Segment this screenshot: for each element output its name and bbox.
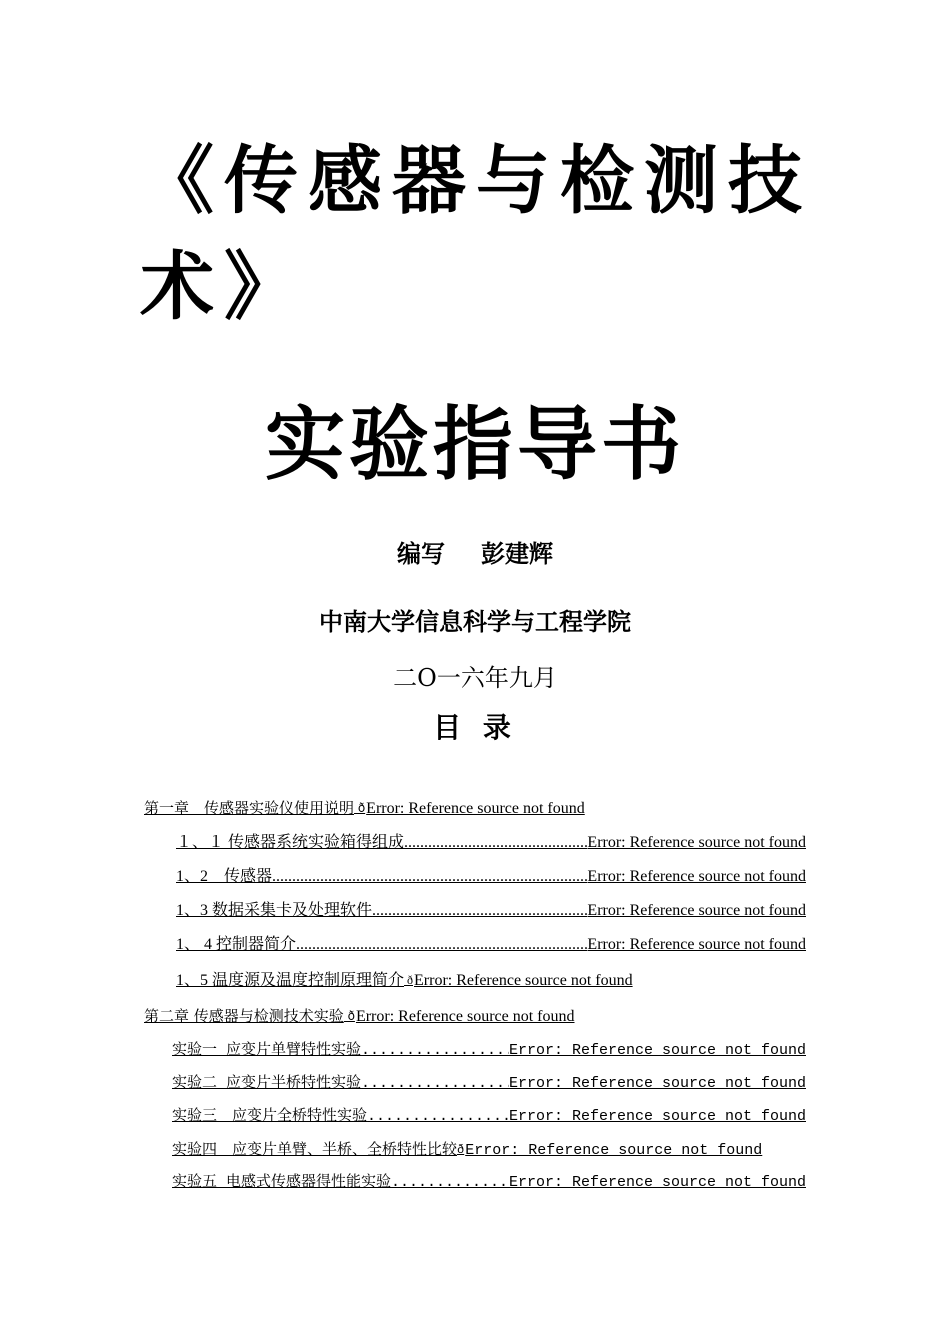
toc-entry-ref: Error: Reference source not found xyxy=(366,800,585,817)
toc-entry[interactable] xyxy=(176,830,806,856)
toc-ref-symbol: ð xyxy=(404,973,414,987)
toc-leader xyxy=(272,864,587,890)
toc-entry-ref: Error: Reference source not found xyxy=(587,936,806,953)
toc-entry-label: 第二章 传感器与检测技术实验 xyxy=(144,1007,344,1025)
author-label: 编写 xyxy=(397,540,445,568)
toc-entry[interactable] xyxy=(172,1104,806,1130)
toc-entry[interactable] xyxy=(144,1003,844,1029)
toc-leader xyxy=(404,830,587,856)
toc-entry[interactable] xyxy=(176,864,806,890)
toc-entry[interactable] xyxy=(144,795,844,821)
toc-entry[interactable] xyxy=(172,1137,822,1163)
toc-ref-symbol: ð xyxy=(457,1143,465,1157)
toc-entry-ref: Error: Reference source not found xyxy=(587,902,806,919)
toc-entry-label: 实验一 应变片单臂特性实验 xyxy=(172,1042,362,1059)
toc-entry-label: 1、3 数据采集卡及处理软件 xyxy=(176,902,373,919)
toc-entry-ref: Error: Reference source not found xyxy=(508,1174,806,1191)
toc-entry-label: 1、2 传感器 xyxy=(176,868,273,885)
toc-entry[interactable] xyxy=(176,967,816,993)
toc-entry-label: 实验三 应变片全桥特性实验 xyxy=(172,1108,368,1125)
toc-entry[interactable] xyxy=(176,932,806,958)
toc-leader xyxy=(361,1038,509,1064)
toc-leader xyxy=(296,932,587,958)
toc-entry-ref: Error: Reference source not found xyxy=(508,1075,806,1092)
publication-date: 二O一六年九月 xyxy=(393,664,557,692)
author-name: 彭建辉 xyxy=(481,540,553,568)
toc-entry[interactable] xyxy=(176,898,806,924)
institute: 中南大学信息科学与工程学院 xyxy=(319,608,631,636)
document-subtitle: 实验指导书 xyxy=(265,398,685,491)
document-title: 《传感器与检测技术》 xyxy=(140,138,812,330)
toc-entry-label: 1、5 温度源及温度控制原理简介 xyxy=(176,972,405,989)
toc-entry[interactable] xyxy=(172,1170,806,1196)
toc-leader xyxy=(391,1170,509,1196)
toc-entry-ref: Error: Reference source not found xyxy=(587,868,806,885)
toc-entry-ref: Error: Reference source not found xyxy=(587,834,806,851)
toc-entry-ref: Error: Reference source not found xyxy=(414,972,633,989)
toc-entry-label: 实验四 应变片单臂、半桥、全桥特性比较 xyxy=(172,1142,458,1159)
toc-leader xyxy=(372,898,587,924)
toc-entry-ref: Error: Reference source not found xyxy=(465,1142,763,1159)
toc-entry-ref: Error: Reference source not found xyxy=(508,1042,806,1059)
toc-entry-ref: Error: Reference source not found xyxy=(508,1108,806,1125)
toc-entry-label: 实验二 应变片半桥特性实验 xyxy=(172,1075,362,1092)
toc-entry-ref: Error: Reference source not found xyxy=(355,1008,575,1025)
toc-ref-symbol: ð xyxy=(343,1009,355,1023)
author-line xyxy=(0,538,950,570)
toc-leader xyxy=(361,1071,509,1097)
toc-ref-symbol: ð xyxy=(354,801,366,815)
toc-entry[interactable] xyxy=(172,1038,806,1064)
toc-entry-label: 1、 4 控制器简介 xyxy=(176,936,297,953)
toc-entry-label: 第一章 传感器实验仪使用说明 xyxy=(144,799,355,817)
toc-heading: 目 录 xyxy=(433,711,517,744)
toc-entry[interactable] xyxy=(172,1071,806,1097)
toc-entry-label: １、１ 传感器系统实验箱得组成 xyxy=(176,834,405,851)
toc-entry-label: 实验五 电感式传感器得性能实验 xyxy=(172,1174,392,1191)
toc-leader xyxy=(367,1104,509,1130)
